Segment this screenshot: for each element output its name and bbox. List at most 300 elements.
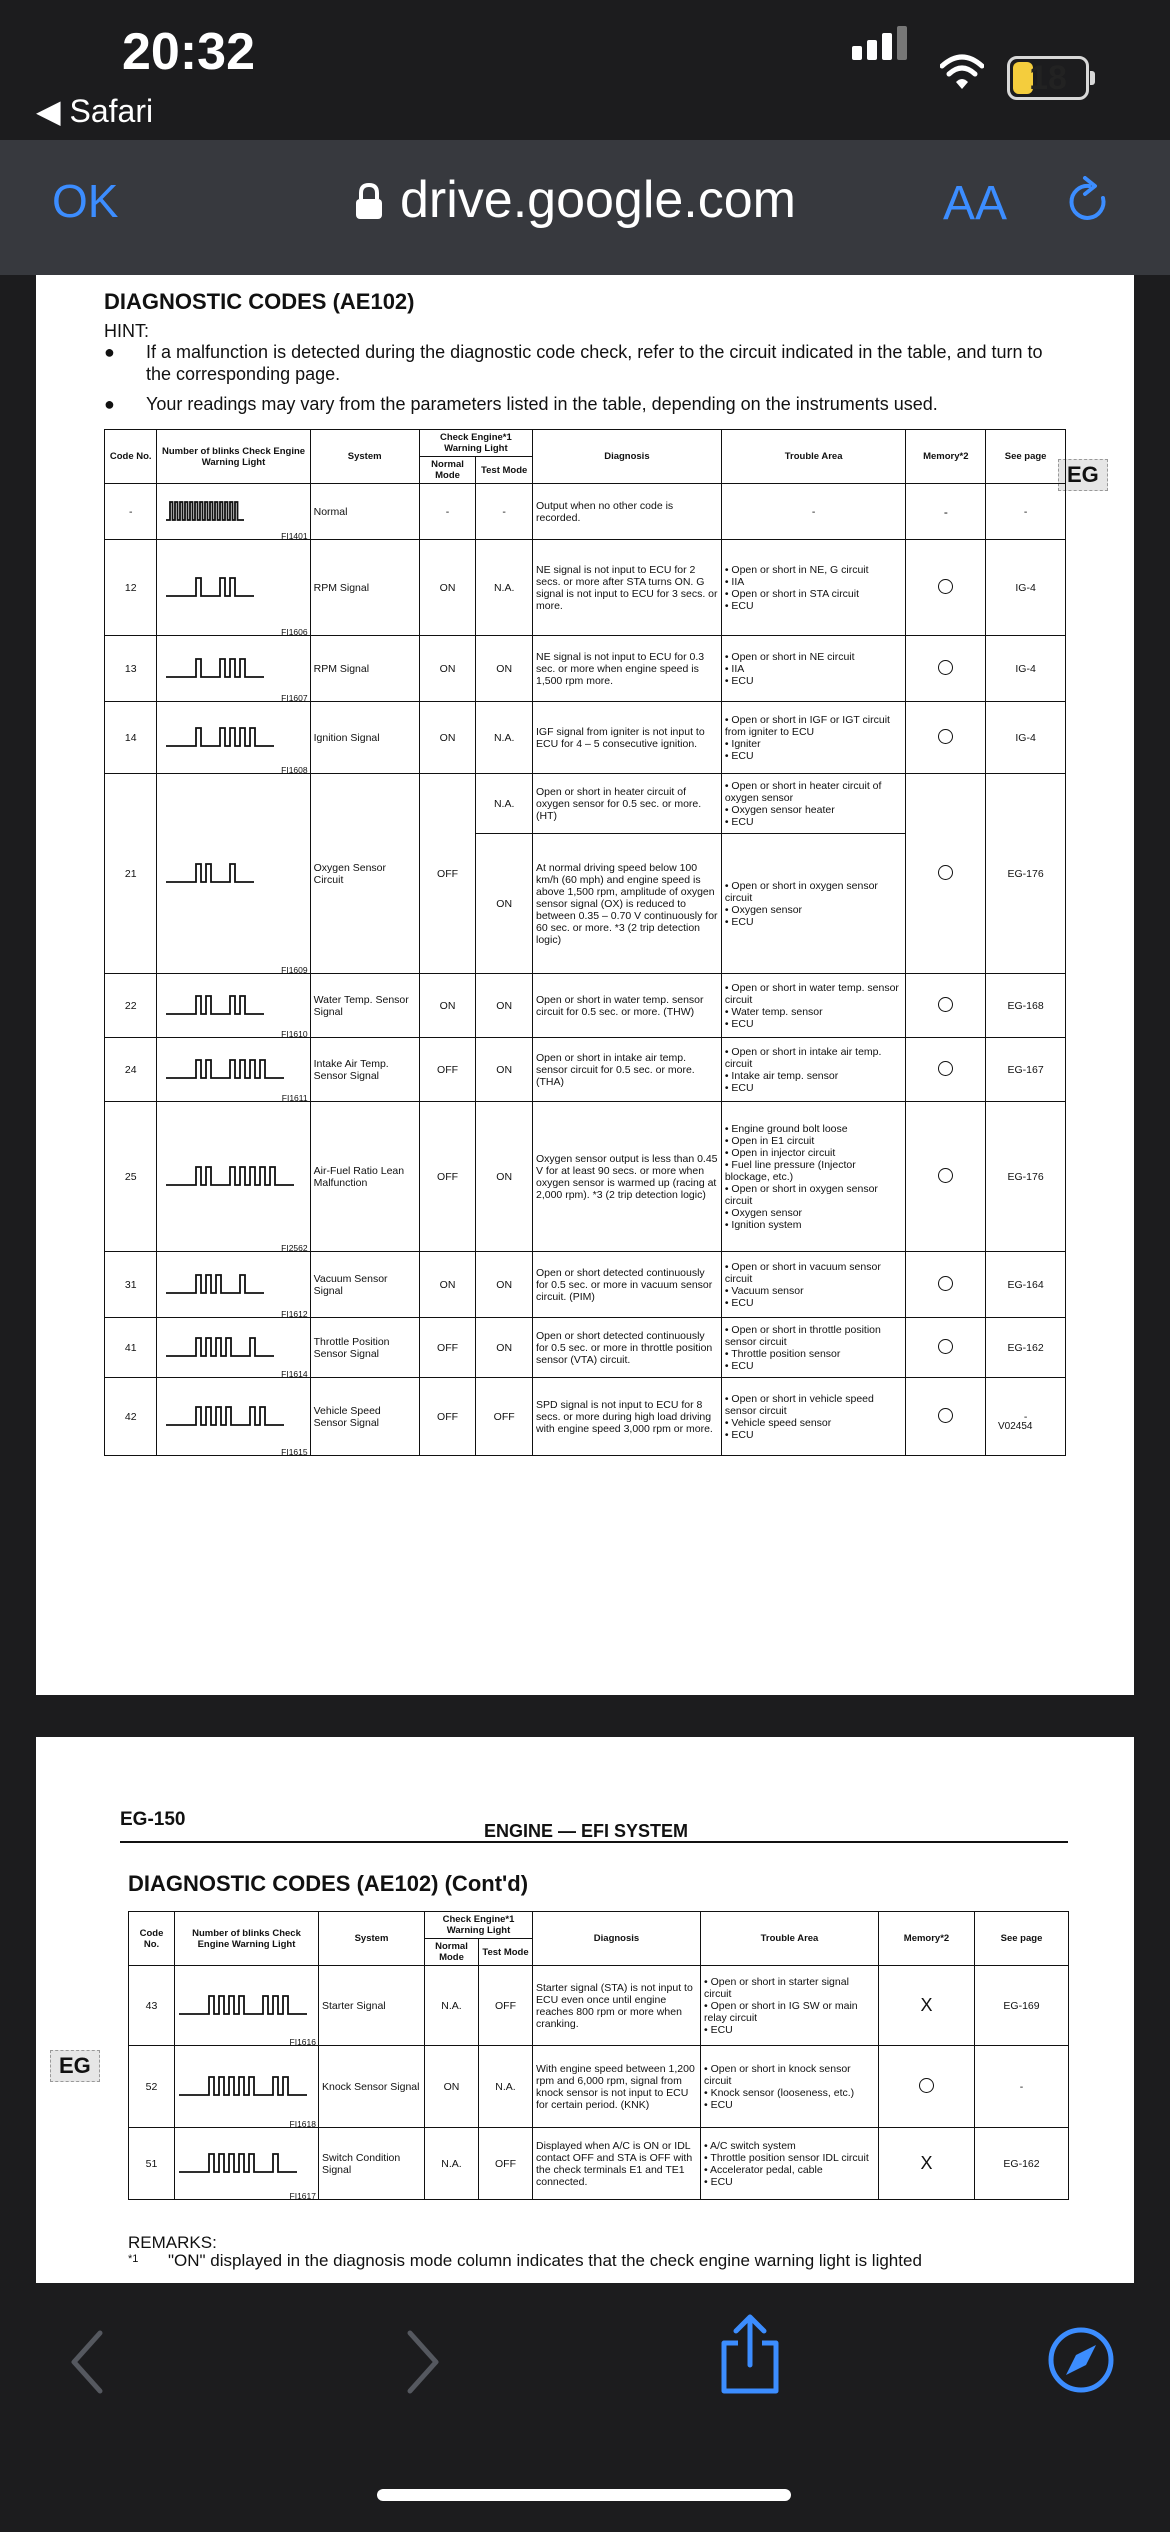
trouble-area-cell — [701, 2046, 879, 2128]
code-cell: 51 — [129, 2128, 175, 2200]
system-cell: Switch Condition Signal — [319, 2128, 425, 2200]
trouble-text: Open in injector circuit — [731, 1146, 836, 1159]
bullet-icon: • — [704, 2086, 711, 2099]
memory-circle-icon — [938, 1276, 953, 1291]
bullet-icon: • — [724, 1182, 732, 1195]
trouble-item — [725, 663, 903, 675]
see-page-cell: - — [986, 1378, 1066, 1456]
trouble-item — [725, 1297, 903, 1309]
see-page-cell: EG-176 — [986, 1102, 1066, 1252]
col-memory: Memory*2 — [906, 430, 986, 484]
trouble-item — [725, 588, 903, 600]
blink-waveform-icon — [177, 2072, 317, 2102]
bullet-icon: • — [724, 1359, 732, 1372]
bullet-icon: • — [704, 2098, 711, 2111]
bullet-icon: • — [724, 903, 732, 916]
trouble-text: Open or short in heater circuit of oxygen sensor — [724, 779, 882, 804]
blink-waveform-icon — [164, 654, 304, 684]
trouble-text: Fuel line pressure (Injector blockage, etc.) — [724, 1158, 856, 1183]
bullet-icon: • — [724, 779, 732, 792]
table-row — [105, 1252, 1066, 1318]
see-page-cell: EG-167 — [986, 1038, 1066, 1102]
blink-pattern-cell — [157, 1102, 310, 1252]
trouble-text: Intake air temp. sensor — [731, 1069, 839, 1082]
trouble-area-cell — [721, 484, 906, 540]
normal-mode-cell: ON — [419, 702, 476, 774]
col-code: Code No. — [105, 430, 157, 484]
figure-code: FI1612 — [281, 1309, 308, 1319]
system-cell: Ignition Signal — [310, 702, 419, 774]
blink-waveform-icon — [164, 1333, 304, 1363]
bullet-icon: • — [724, 981, 732, 994]
system-cell: Air-Fuel Ratio Lean Malfunction — [310, 1102, 419, 1252]
trouble-area-cell — [721, 834, 906, 974]
code-cell: 21 — [105, 774, 157, 974]
trouble-item — [725, 804, 903, 816]
bullet-icon: • — [724, 1416, 732, 1429]
figure-code: FI1616 — [289, 2037, 316, 2047]
bullet-icon: • — [724, 737, 732, 750]
bullet-icon: • — [724, 1122, 732, 1135]
trouble-text: IIA — [731, 662, 745, 675]
bullet-icon: • — [724, 1323, 732, 1336]
hint-2: Your readings may vary from the parameters listed in the table, depending on the instruments used. — [146, 394, 938, 414]
memory-cell — [906, 636, 986, 702]
trouble-text: ECU — [731, 674, 754, 687]
trouble-text: ECU — [731, 1017, 754, 1030]
see-page-cell: EG-162 — [975, 2128, 1069, 2200]
diagnosis-cell: At normal driving speed below 100 km/h (60 mph) and engine speed is above 1,500 rpm, amplitude of oxygen sensor signal (OX) is reduced to between 0.35 – 0.70 V continuously for 60 sec. or more. *3 (2 trip detection logic) — [533, 834, 722, 974]
reader-aa-button[interactable]: AA — [943, 177, 1008, 230]
trouble-text: Accelerator pedal, cable — [710, 2163, 823, 2176]
home-indicator — [377, 2489, 791, 2501]
trouble-text: Open in E1 circuit — [731, 1134, 815, 1147]
memory-cell — [906, 1318, 986, 1378]
section-header: ENGINE — EFI SYSTEM — [484, 1821, 689, 1841]
diagnosis-cell: With engine speed between 1,200 rpm and 6,000 rpm, signal from knock sensor is not input to ECU for certain period. (KNK) — [533, 2046, 701, 2128]
code-cell: 13 — [105, 636, 157, 702]
trouble-text: Oxygen sensor — [731, 903, 803, 916]
trouble-item — [725, 1183, 903, 1207]
bullet-icon: • — [724, 1069, 732, 1082]
bullet-icon: • — [724, 1428, 732, 1441]
system-cell: Vehicle Speed Sensor Signal — [310, 1378, 419, 1456]
bullet-icon: • — [724, 563, 732, 576]
figure-code: FI1609 — [281, 965, 308, 975]
trouble-text: Open or short in oxygen sensor circuit — [724, 1182, 878, 1207]
normal-mode-cell: OFF — [419, 1378, 476, 1456]
code-cell: 22 — [105, 974, 157, 1038]
blink-pattern-cell — [157, 1252, 310, 1318]
trouble-item — [704, 2000, 875, 2024]
diagnostic-table-cont — [128, 1911, 1069, 2200]
trouble-text: A/C switch system — [710, 2139, 796, 2152]
col-see-page: See page — [975, 1912, 1069, 1966]
normal-mode-cell: OFF — [419, 1102, 476, 1252]
figure-code: FI1607 — [281, 693, 308, 703]
col-blinks: Number of blinks Check Engine Warning Light — [157, 430, 310, 484]
figure-code: FI1614 — [281, 1369, 308, 1379]
blink-pattern-cell — [157, 702, 310, 774]
blink-pattern-cell — [157, 1318, 310, 1378]
figure-code: FI1617 — [289, 2191, 316, 2201]
battery-level: 18 — [1029, 59, 1067, 97]
normal-mode-cell: OFF — [419, 1038, 476, 1102]
trouble-text: Open or short in water temp. sensor circuit — [724, 981, 899, 1006]
bullet-icon: • — [724, 662, 732, 675]
page-title: DIAGNOSTIC CODES (AE102) (Cont'd) — [128, 1871, 529, 1896]
trouble-item — [725, 1207, 903, 1219]
see-page-cell: IG-4 — [986, 702, 1066, 774]
bullet-icon: • — [724, 915, 732, 928]
trouble-item — [725, 1123, 903, 1135]
bullet-icon: • — [704, 2163, 711, 2176]
bullet-icon: • — [724, 1284, 732, 1297]
blink-pattern-cell — [157, 484, 310, 540]
trouble-item — [725, 1046, 903, 1070]
bullet-icon: • — [704, 2023, 711, 2036]
trouble-area-cell — [701, 2128, 879, 2200]
memory-circle-icon — [938, 1168, 953, 1183]
diagnosis-cell: Open or short in water temp. sensor circuit for 0.5 sec. or more. (THW) — [533, 974, 722, 1038]
col-normal-mode: Normal Mode — [419, 457, 476, 484]
test-mode-cell: OFF — [479, 1966, 533, 2046]
trouble-text: Open or short in STA circuit — [731, 587, 860, 600]
section-tab: EG — [50, 2050, 100, 2082]
trouble-area-cell — [721, 702, 906, 774]
bullet-icon: • — [724, 1134, 732, 1147]
trouble-item — [704, 2164, 875, 2176]
trouble-area-cell — [721, 636, 906, 702]
test-mode-cell: ON — [476, 1252, 533, 1318]
blink-waveform-icon — [164, 991, 304, 1021]
test-mode-cell: - — [476, 484, 533, 540]
table-row — [105, 774, 1066, 834]
trouble-item — [725, 564, 903, 576]
table-row — [105, 636, 1066, 702]
table-row — [105, 540, 1066, 636]
trouble-item — [725, 880, 903, 904]
trouble-text: Open or short in intake air temp. circuit — [724, 1045, 882, 1070]
trouble-text: Oxygen sensor — [731, 1206, 803, 1219]
trouble-text: Vehicle speed sensor — [731, 1416, 832, 1429]
code-cell: 52 — [129, 2046, 175, 2128]
back-triangle-icon: ◀ — [36, 93, 61, 129]
memory-cell — [906, 1102, 986, 1252]
blink-waveform-icon — [164, 1055, 304, 1085]
normal-mode-cell: OFF — [419, 1318, 476, 1378]
blink-waveform-icon — [164, 573, 304, 603]
bullet-icon: • — [724, 1347, 732, 1360]
system-cell: Starter Signal — [319, 1966, 425, 2046]
trouble-item — [704, 2063, 875, 2087]
trouble-text: Igniter — [731, 737, 761, 750]
bullet-icon: • — [704, 2151, 711, 2164]
bullet-icon: • — [704, 2062, 711, 2075]
blink-pattern-cell — [175, 2128, 319, 2200]
code-cell: 25 — [105, 1102, 157, 1252]
code-cell: 24 — [105, 1038, 157, 1102]
trouble-text: Throttle position sensor — [731, 1347, 841, 1360]
normal-mode-cell: - — [419, 484, 476, 540]
col-cewl: Check Engine*1 Warning Light — [419, 430, 532, 457]
code-cell: 14 — [105, 702, 157, 774]
system-cell: Water Temp. Sensor Signal — [310, 974, 419, 1038]
hint-label: HINT: — [104, 321, 149, 341]
normal-mode-cell: ON — [419, 974, 476, 1038]
blink-pattern-cell — [175, 1966, 319, 2046]
code-cell: 31 — [105, 1252, 157, 1318]
table-row — [129, 2046, 1069, 2128]
trouble-item — [725, 816, 903, 828]
bullet-icon: • — [724, 1260, 732, 1273]
trouble-text: Open or short in starter signal circuit — [704, 1975, 849, 2000]
trouble-item — [725, 1324, 903, 1348]
figure-code: FI1615 — [281, 1447, 308, 1457]
test-mode-cell: N.A. — [479, 2046, 533, 2128]
diagnostic-table — [104, 429, 1066, 1456]
trouble-text: Vacuum sensor — [731, 1284, 804, 1297]
diagnosis-cell: Displayed when A/C is ON or IDL contact OFF and STA is OFF with the check terminals E1 and TE1 connected. — [533, 2128, 701, 2200]
col-trouble: Trouble Area — [701, 1912, 879, 1966]
test-mode-cell: OFF — [476, 1378, 533, 1456]
normal-mode-cell: N.A. — [425, 1966, 479, 2046]
share-icon[interactable] — [718, 2313, 782, 2397]
page-number: EG-150 — [120, 1809, 186, 1830]
col-trouble: Trouble Area — [721, 430, 906, 484]
trouble-item — [725, 651, 903, 663]
remarks-label: REMARKS: — [128, 2233, 217, 2252]
trouble-text: ECU — [710, 2023, 733, 2036]
trouble-item — [704, 2099, 875, 2111]
bullet-icon: • — [704, 2175, 711, 2188]
table-row — [105, 974, 1066, 1038]
page-title: DIAGNOSTIC CODES (AE102) — [104, 289, 415, 314]
trouble-item — [725, 506, 903, 518]
remark-1: "ON" displayed in the diagnosis mode column indicates that the check engine warning light is lighted — [168, 2251, 922, 2270]
clock: 20:32 — [122, 23, 255, 81]
bullet-icon: • — [724, 1206, 732, 1219]
normal-mode-cell: ON — [419, 540, 476, 636]
trouble-item — [725, 1082, 903, 1094]
blink-waveform-icon — [177, 2149, 317, 2179]
trouble-text: Open or short in knock sensor circuit — [704, 2062, 851, 2087]
table-row — [105, 702, 1066, 774]
reload-icon[interactable] — [1065, 176, 1113, 228]
table-row — [129, 2128, 1069, 2200]
trouble-item — [725, 1070, 903, 1082]
memory-cell — [879, 2128, 975, 2200]
col-system: System — [310, 430, 419, 484]
trouble-text: Open or short in vehicle speed sensor circuit — [724, 1392, 874, 1417]
trouble-item — [704, 2152, 875, 2164]
trouble-text: Knock sensor (looseness, etc.) — [710, 2086, 855, 2099]
trouble-text: ECU — [731, 1081, 754, 1094]
blink-waveform-icon — [164, 497, 304, 527]
test-mode-cell: N.A. — [476, 774, 533, 834]
trouble-item — [704, 2024, 875, 2036]
trouble-item — [725, 1360, 903, 1372]
bullet-icon: • — [724, 674, 732, 687]
bullet-icon: • — [724, 599, 732, 612]
trouble-text: ECU — [731, 815, 754, 828]
trouble-item — [725, 780, 903, 804]
diagnosis-cell: NE signal is not input to ECU for 0.3 sec. or more when engine speed is 1,500 rpm more. — [533, 636, 722, 702]
trouble-text: Engine ground bolt loose — [731, 1122, 848, 1135]
trouble-item — [725, 600, 903, 612]
trouble-item — [725, 1261, 903, 1285]
battery-icon — [1007, 56, 1089, 100]
col-blinks: Number of blinks Check Engine Warning Light — [175, 1912, 319, 1966]
lock-icon — [354, 182, 384, 222]
blink-waveform-icon — [164, 859, 304, 889]
status-bar — [0, 0, 1170, 140]
bullet-icon: • — [724, 815, 732, 828]
trouble-item — [725, 1417, 903, 1429]
blink-pattern-cell — [157, 974, 310, 1038]
test-mode-cell: OFF — [479, 2128, 533, 2200]
code-cell: 42 — [105, 1378, 157, 1456]
bullet-icon: • — [704, 2139, 711, 2152]
system-cell: Oxygen Sensor Circuit — [310, 774, 419, 974]
trouble-item — [725, 1159, 903, 1183]
figure-code: FI1610 — [281, 1029, 308, 1039]
table-row — [129, 1966, 1069, 2046]
trouble-text: ECU — [731, 1296, 754, 1309]
system-cell: Normal — [310, 484, 419, 540]
memory-circle-icon — [938, 997, 953, 1012]
trouble-area-cell — [721, 974, 906, 1038]
figure-code: FI1606 — [281, 627, 308, 637]
trouble-text: Water temp. sensor — [731, 1005, 823, 1018]
bullet-icon: • — [724, 1017, 732, 1030]
trouble-text: ECU — [731, 915, 754, 928]
trouble-item — [725, 1393, 903, 1417]
trouble-area-cell — [721, 1318, 906, 1378]
bullet-icon: • — [724, 1081, 732, 1094]
trouble-item — [725, 675, 903, 687]
bullet-icon: • — [704, 1999, 711, 2012]
trouble-text: ECU — [710, 2175, 733, 2188]
col-diagnosis: Diagnosis — [533, 430, 722, 484]
trouble-text: ECU — [731, 749, 754, 762]
figure-code: FI1401 — [281, 531, 308, 541]
back-arrow-icon[interactable] — [66, 2327, 106, 2397]
code-cell: 41 — [105, 1318, 157, 1378]
col-test-mode: Test Mode — [476, 457, 533, 484]
bullet-icon: • — [724, 575, 732, 588]
memory-cell — [906, 774, 986, 974]
memory-value: X — [920, 2153, 933, 2173]
bullet-icon: • — [724, 713, 732, 726]
trouble-item — [725, 1135, 903, 1147]
trouble-text: IIA — [731, 575, 745, 588]
trouble-text: Open or short in oxygen sensor circuit — [724, 879, 878, 904]
trouble-item — [725, 714, 903, 738]
trouble-text: Open or short in IGF or IGT circuit from igniter to ECU — [724, 713, 890, 738]
back-to-app-link[interactable] — [36, 92, 153, 130]
bullet-icon: • — [724, 1218, 732, 1231]
hint-1: If a malfunction is detected during the diagnostic code check, refer to the circuit indicated in the table, and turn to the corresponding page. — [146, 342, 1043, 384]
blink-pattern-cell — [175, 2046, 319, 2128]
bullet-icon: • — [724, 650, 732, 663]
see-page-cell: EG-162 — [986, 1318, 1066, 1378]
trouble-item — [725, 904, 903, 916]
system-cell: Intake Air Temp. Sensor Signal — [310, 1038, 419, 1102]
system-cell: RPM Signal — [310, 540, 419, 636]
normal-mode-cell: ON — [419, 1252, 476, 1318]
figure-code: FI1618 — [289, 2119, 316, 2129]
diagnosis-cell: Open or short detected continuously for 0.5 sec. or more in vacuum sensor circuit. (PIM) — [533, 1252, 722, 1318]
trouble-item — [704, 1976, 875, 2000]
figure-code: FI1611 — [281, 1093, 308, 1103]
ok-button[interactable]: OK — [52, 175, 119, 227]
blink-waveform-icon — [164, 1402, 304, 1432]
diagnosis-cell: NE signal is not input to ECU for 2 secs. or more after STA turns ON. G signal is not input to ECU for 3 secs. or more. — [533, 540, 722, 636]
normal-mode-cell: OFF — [419, 774, 476, 974]
test-mode-cell: ON — [476, 834, 533, 974]
trouble-area-cell — [721, 1038, 906, 1102]
see-page-cell: EG-164 — [986, 1252, 1066, 1318]
system-cell: Vacuum Sensor Signal — [310, 1252, 419, 1318]
diagnosis-cell: Oxygen sensor output is less than 0.45 V for at least 90 secs. or more when oxygen sensor is warmed up (racing at 2,000 rpm). *3 (2 trip detection logic) — [533, 1102, 722, 1252]
see-page-cell: IG-4 — [986, 636, 1066, 702]
memory-circle-icon — [938, 1339, 953, 1354]
normal-mode-cell: ON — [425, 2046, 479, 2128]
trouble-area-cell — [721, 1102, 906, 1252]
table-row — [105, 1038, 1066, 1102]
table-row — [105, 1102, 1066, 1252]
bullet-icon: • — [724, 803, 732, 816]
memory-cell — [879, 1966, 975, 2046]
test-mode-cell: ON — [476, 636, 533, 702]
forward-arrow-icon[interactable] — [404, 2327, 444, 2397]
trouble-item — [725, 576, 903, 588]
code-cell: 12 — [105, 540, 157, 636]
trouble-area-cell — [721, 540, 906, 636]
trouble-item — [704, 2087, 875, 2099]
url-text[interactable]: drive.google.com — [400, 171, 796, 229]
blink-waveform-icon — [164, 1162, 304, 1192]
test-mode-cell: ON — [476, 1318, 533, 1378]
memory-circle-icon — [938, 729, 953, 744]
see-page-cell: IG-4 — [986, 540, 1066, 636]
col-see-page: See page — [986, 430, 1066, 484]
trouble-item — [725, 1147, 903, 1159]
compass-icon[interactable] — [1046, 2325, 1116, 2395]
trouble-item — [725, 916, 903, 928]
trouble-text: Open or short in throttle position sensor circuit — [724, 1323, 881, 1348]
memory-circle-icon — [938, 865, 953, 880]
memory-cell — [906, 1378, 986, 1456]
header-rule — [120, 1841, 1068, 1843]
trouble-item — [725, 1285, 903, 1297]
figure-code: FI2562 — [281, 1243, 308, 1253]
diagnosis-cell: SPD signal is not input to ECU for 8 secs. or more during high load driving with engine speed 3,000 rpm or more. — [533, 1378, 722, 1456]
test-mode-cell: ON — [476, 974, 533, 1038]
see-page-cell: - — [986, 484, 1066, 540]
trouble-area-cell — [701, 1966, 879, 2046]
test-mode-cell: N.A. — [476, 702, 533, 774]
test-mode-cell: N.A. — [476, 540, 533, 636]
bullet-icon: ● — [104, 342, 115, 362]
diagnosis-cell: Open or short in heater circuit of oxygen sensor for 0.5 sec. or more. (HT) — [533, 774, 722, 834]
col-code: Code No. — [129, 1912, 175, 1966]
blink-pattern-cell — [157, 636, 310, 702]
test-mode-cell: ON — [476, 1102, 533, 1252]
bullet-icon: • — [724, 1158, 732, 1171]
trouble-item — [704, 2140, 875, 2152]
